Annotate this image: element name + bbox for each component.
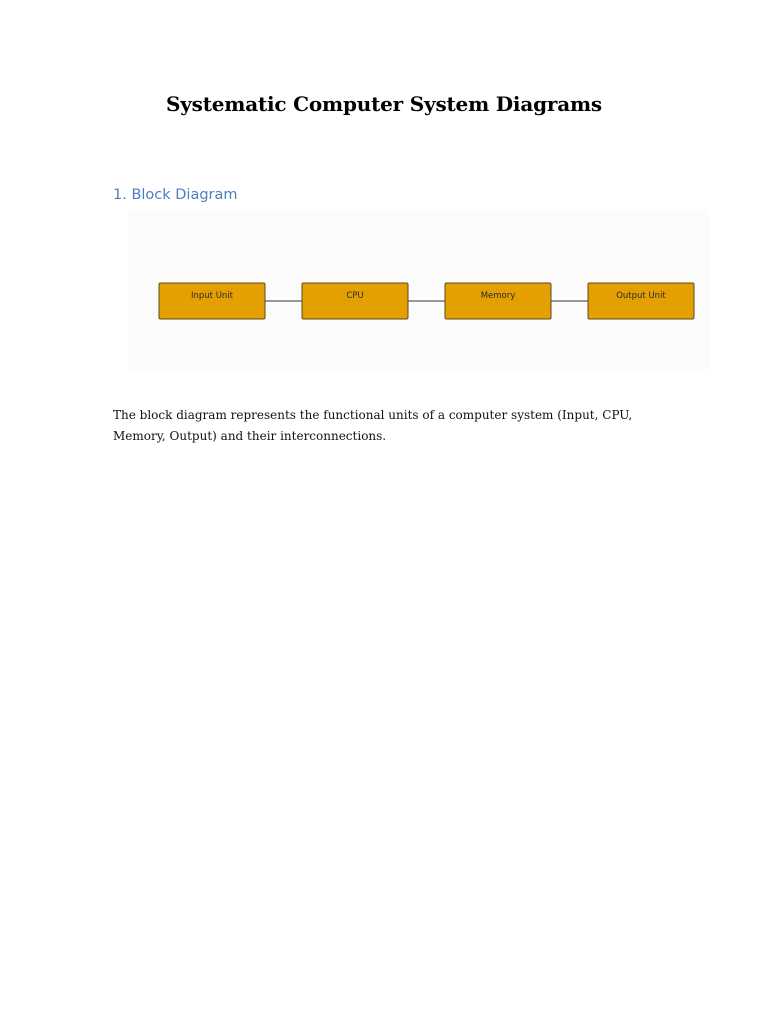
document-title: Systematic Computer System Diagrams [165,92,602,116]
block-rect [445,283,551,319]
block-rect [588,283,694,319]
block-memory [445,283,551,319]
block-diagram-svg [128,210,710,370]
block-diagram-description: The block diagram represents the functional units of a computer system (Input, CPU, Memory, Output) and their interconnections. [113,408,633,443]
block-output-unit [588,283,694,319]
block-input-unit [159,283,265,319]
block-label: Output Unit [616,291,666,301]
block-rect [159,283,265,319]
block-rect [302,283,408,319]
block-label: CPU [346,291,364,301]
block-cpu [302,283,408,319]
block-diagram-figure [128,210,710,370]
block-label: Input Unit [190,291,234,301]
block-label: Memory [480,291,516,301]
section-heading-block-diagram: 1. Block Diagram [113,187,238,203]
